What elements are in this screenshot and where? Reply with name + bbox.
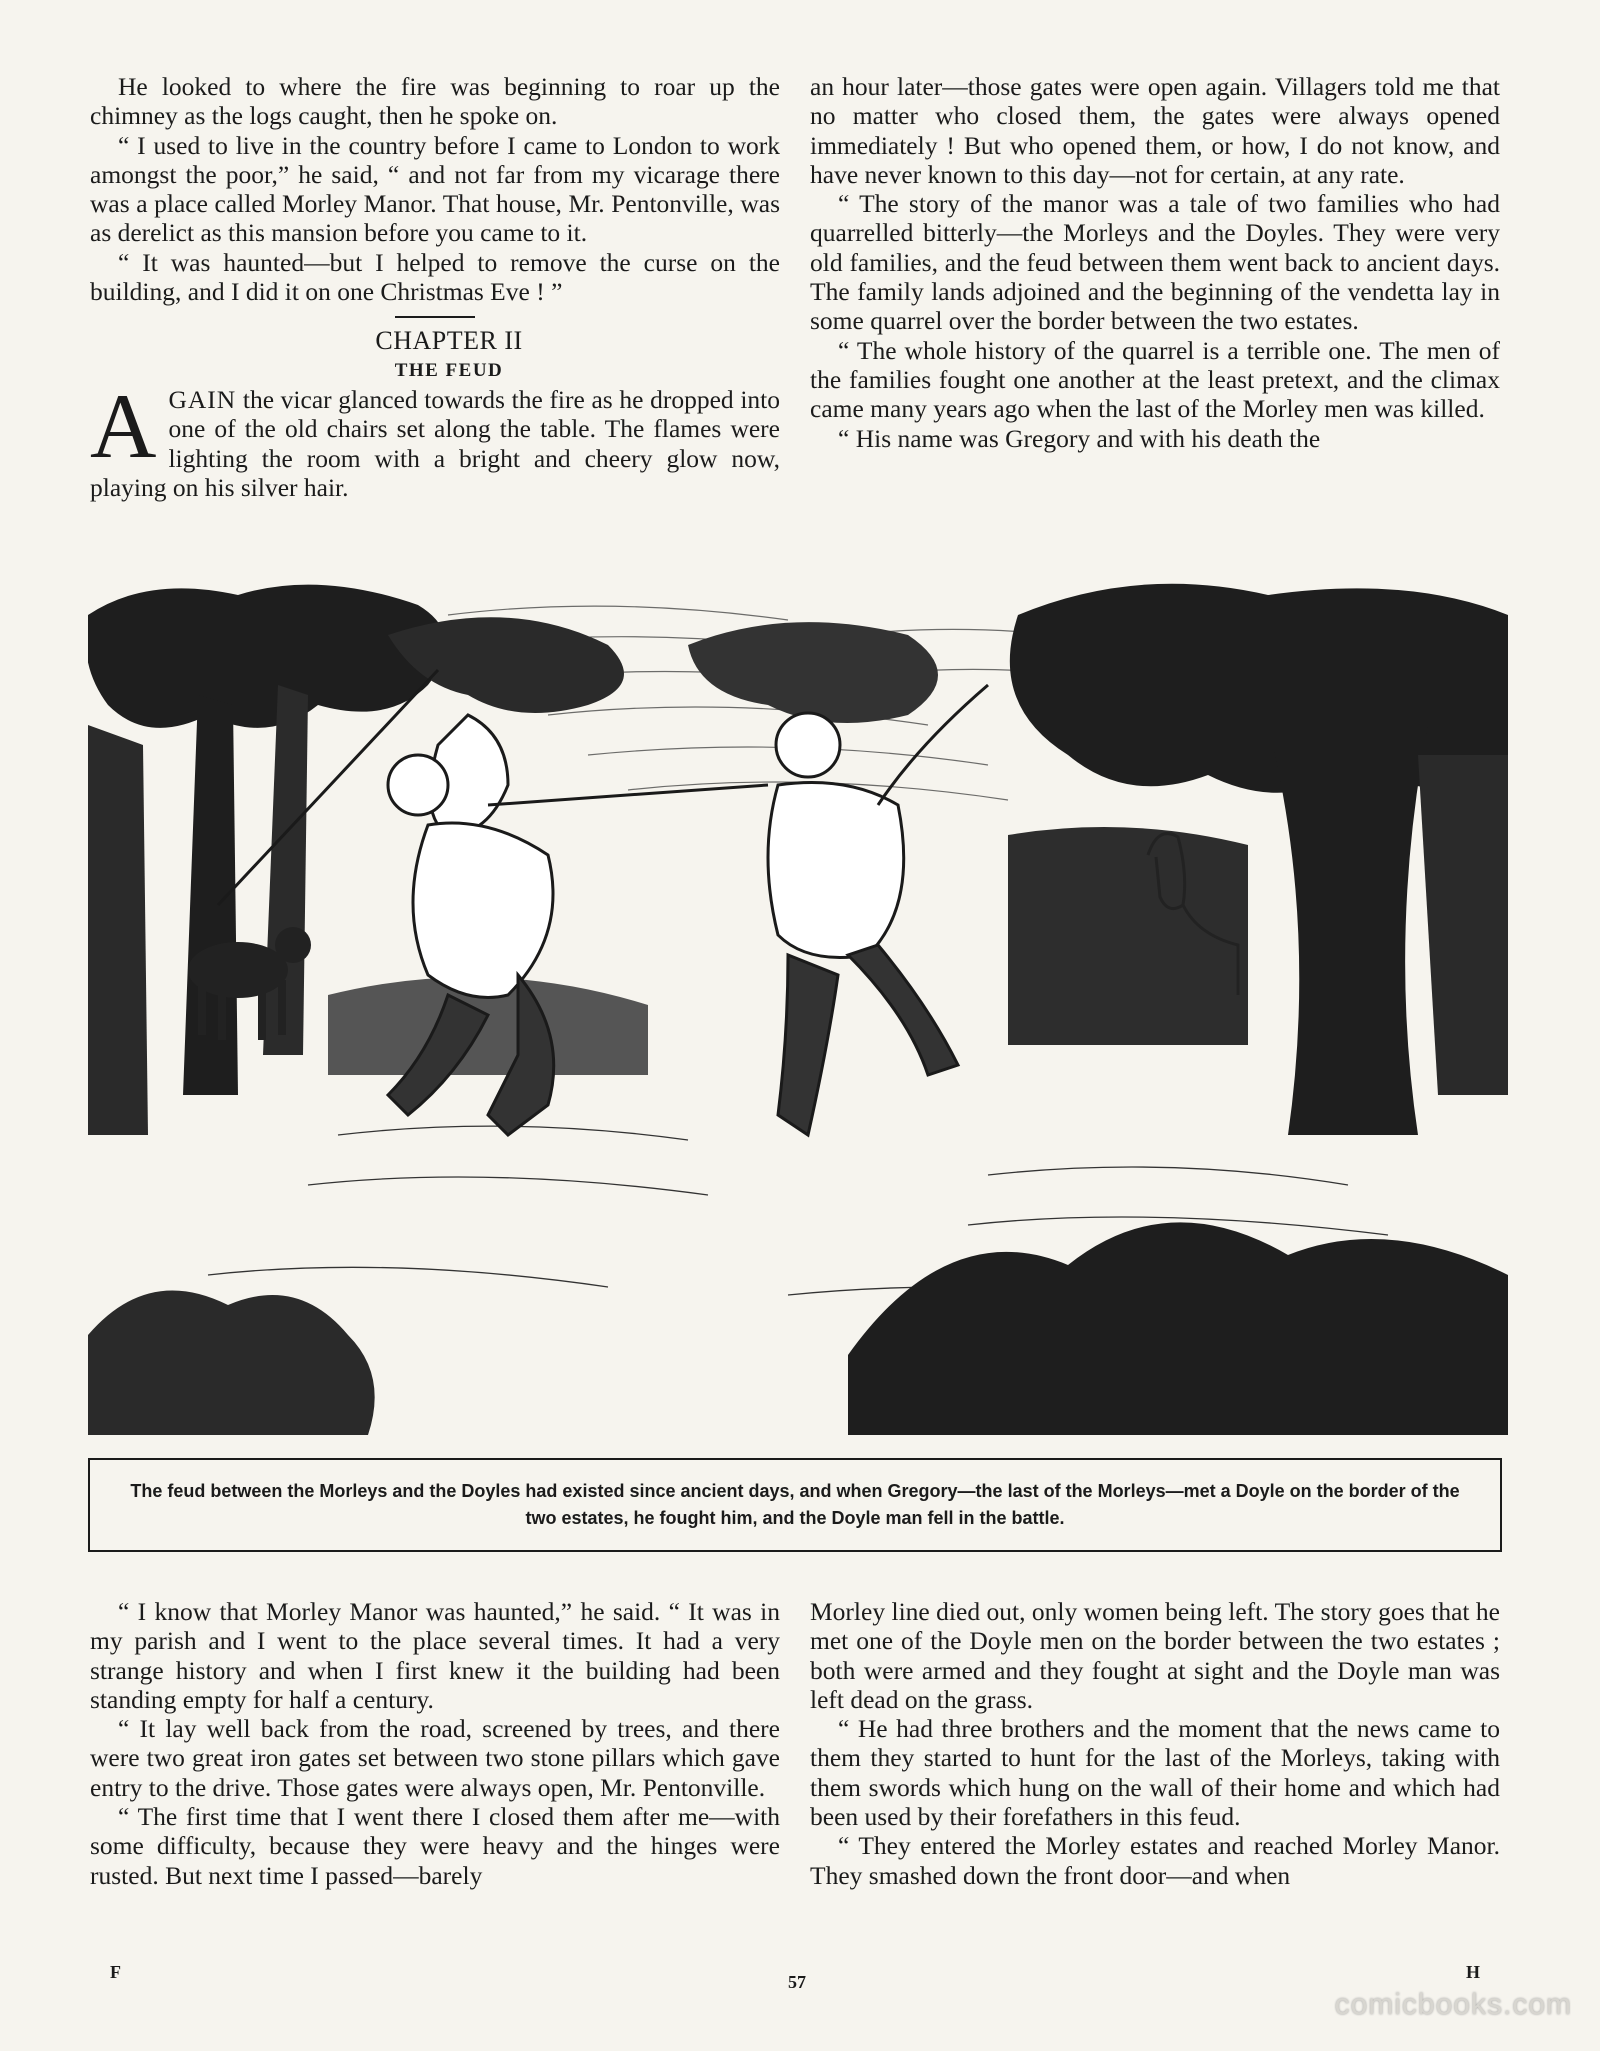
- paragraph: “ It lay well back from the road, screened by trees, and there were two great iron gates set between two stone pillars which gave entry to the drive. Those gates were always open, Mr. Pentonville.: [90, 1714, 780, 1802]
- opening-word: GAIN: [168, 384, 237, 414]
- drop-cap: A: [90, 374, 157, 477]
- paragraph: Morley line died out, only women being left. The story goes that he met one of the Doyle men on the border between the two estates ; both were armed and they fought at sight and the Doyle man was left dead on the grass.: [810, 1597, 1500, 1714]
- signature-mark-left: F: [110, 1962, 121, 1982]
- paragraph: “ I used to live in the country before I came to London to work amongst the poor,” he said, “ and not far from my vicarage there was a place called Morley Manor. That house, Mr. Pentonville, was as derelict as this mansion before you came to it.: [90, 130, 780, 248]
- text-column-bottom-left: [90, 1597, 780, 1890]
- caption-text: The feud between the Morleys and the Doyles had existed since ancient days, and when Gregory—the last of the Morleys—met a Doyle on the border of the two estates, he fought him, and the Doyle man fell in the battle.: [130, 1481, 1460, 1528]
- chapter-title: CHAPTER II: [375, 326, 523, 356]
- page-number: 57: [788, 1972, 806, 1992]
- divider-rule: [395, 316, 475, 318]
- paragraph-text: the vicar glanced towards the fire as he dropped into one of the old chairs set along the table. The flames were lighting the room with a bright and cheery glow now, playing on his silver hair.: [90, 384, 780, 502]
- signature-mark-right: H: [1466, 1962, 1481, 1982]
- watermark: comicbooks.com: [1334, 1988, 1572, 2021]
- left-tree-canopy: [88, 585, 446, 728]
- paragraph: “ I know that Morley Manor was haunted,” he said. “ It was in my parish and I went to the place several times. It had a very strange history and when I first knew it the building had been standing empty for half a century.: [90, 1597, 780, 1714]
- paragraph: “ The story of the manor was a tale of two families who had quarrelled bitterly—the Morleys and the Doyles. They were very old families, and the feud between them went back to ancient days. The family lands adjoined and the beginning of the vendetta lay in some quarrel over the border between the two estates.: [810, 189, 1500, 336]
- paragraph: “ The whole history of the quarrel is a terrible one. The men of the families fought one another at the least pretext, and the climax came many years ago when the last of the Morley men was killed.: [810, 335, 1500, 424]
- text-column-bottom-right: [810, 1597, 1500, 1890]
- paragraph: “ His name was Gregory and with his death the: [838, 423, 1321, 453]
- duel-illustration: [88, 575, 1508, 1435]
- paragraph: He looked to where the fire was beginning to roar up the chimney as the logs caught, then he spoke on.: [90, 72, 780, 131]
- paragraph: “ The first time that I went there I closed them after me—with some difficulty, because they were heavy and the hinges were rusted. But next time I passed—barely: [90, 1802, 780, 1890]
- illustration-caption: [88, 1458, 1502, 1552]
- chapter-subtitle: THE FEUD: [394, 359, 504, 381]
- paragraph: “ They entered the Morley estates and reached Morley Manor. They smashed down the front door—and when: [810, 1831, 1500, 1890]
- paragraph: “ It was haunted—but I helped to remove the curse on the building, and I did it on one Christmas Eve ! ”: [90, 247, 780, 307]
- text-column-top-left: [90, 72, 780, 502]
- chapter-opening-paragraph: [90, 374, 780, 502]
- paragraph: “ He had three brothers and the moment that the news came to them they started to hunt for the last of the Morleys, taking with them swords which hung on the wall of their home and which had been used by their forefathers in this feud.: [810, 1714, 1500, 1832]
- paragraph: an hour later—those gates were open again. Villagers told me that no matter who closed them, the gates were always opened immediately ! But who opened them, or how, I do not know, and have never known to this day—not for certain, at any rate.: [810, 72, 1500, 189]
- text-column-top-right: [810, 72, 1500, 453]
